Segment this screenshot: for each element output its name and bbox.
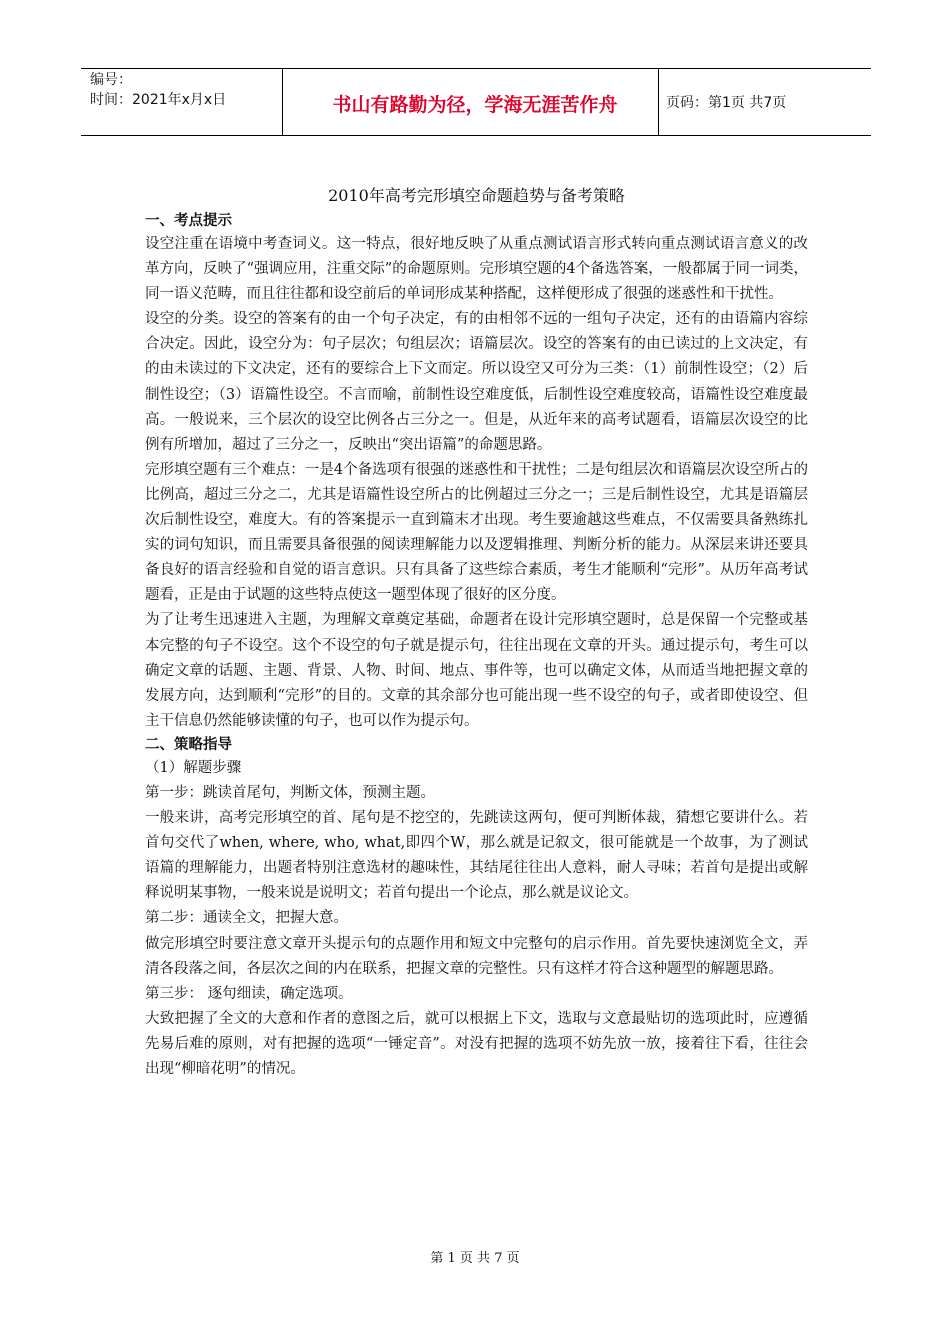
- header-motto: 书山有路勤为径，学海无涯苦作舟: [332, 94, 618, 116]
- paragraph: （1）解题步骤: [145, 759, 242, 776]
- paragraph: 完形填空题有三个难点：一是4个备选项有很强的迷惑性和干扰性；二是句组层次和语篇层次设空所占的比例高，超过三分之二，尤其是语篇性设空所占的比例超过三分之一；三是后制性设空，尤其是语篇层次后制性设空，难度大。有的答案提示一直到篇末才出现。考生要逾越这些难点，不仅需要具备熟练扎实的词句知识，而且需要具备很强的阅读理解能力以及逻辑推理、判断分析的能力。从深层来讲还要具备良好的语言经验和自觉的语言意识。只有具备了这些综合素质，考生才能顺利“完形”。从历年高考试题看，正是由于试题的这些特点使这一题型体现了很好的区分度。: [145, 461, 808, 604]
- paragraph: 设空注重在语境中考查词义。这一特点，很好地反映了从重点测试语言形式转向重点测试语言意义的改革方向，反映了“强调应用，注重交际”的命题原则。完形填空题的4个备选答案，一般都属于同一词类，同一语义范畴，而且往往都和设空前后的单词形成某种搭配，这样便形成了很强的迷惑性和干扰性。: [145, 236, 808, 303]
- paragraph: 第三步： 逐句细读，确定选项。: [145, 985, 353, 1002]
- header-divider-left: [282, 68, 283, 136]
- header-bottom-rule: [81, 135, 871, 136]
- page-header: [81, 68, 871, 136]
- header-divider-right: [658, 68, 659, 136]
- paragraph: 为了让考生迅速进入主题，为理解文章奠定基础，命题者在设计完形填空题时，总是保留一个完整或基本完整的句子不设空。这个不设空的句子就是提示句，往往出现在文章的开头。通过提示句，考生可以确定文章的话题、主题、背景、人物、时间、地点、事件等，也可以确定文体，从而适当地把握文章的发展方向，达到顺利“完形”的目的。文章的其余部分也可能出现一些不设空的句子，或者即使设空、但主干信息仍然能够读懂的句子，也可以作为提示句。: [145, 612, 808, 729]
- document-number-label: 编号：: [90, 72, 132, 88]
- header-top-rule: [81, 68, 871, 69]
- paragraph: 一般来讲，高考完形填空的首、尾句是不挖空的，先跳读这两句，便可判断体裁，猜想它要讲什么。若首句交代了when, where, who, what,即四个W，那么就是记叙文，很可能就是一个故事，为了测试语篇的理解能力，出题者特别注意选材的趣味性，其结尾往往出人意料，耐人寻味；若首句是提出或解释说明某事物，一般来说是说明文；若首句提出一个论点，那么就是议论文。: [145, 810, 808, 902]
- document-title: 2010年高考完形填空命题趋势与备考策略: [328, 186, 625, 205]
- header-page-info: 页码：第1页 共7页: [666, 95, 787, 111]
- document-date-label: 时间：2021年x月x日: [90, 92, 227, 108]
- paragraph: 设空的分类。设空的答案有的由一个句子决定，有的由相邻不远的一组句子决定，还有的由语篇内容综合决定。因此，设空分为：句子层次；句组层次；语篇层次。设空的答案有的由已读过的上文决定，有的由未读过的下文决定，还有的要综合上下文而定。所以设空又可分为三类：（1）前制性设空；（2）后制性设空；（3）语篇性设空。不言而喻，前制性设空难度低，后制性设空难度较高，语篇性设空难度最高。一般说来，三个层次的设空比例各占三分之一。但是，从近年来的高考试题看，语篇层次设空的比例有所增加，超过了三分之一，反映出“突出语篇”的命题思路。: [145, 311, 808, 453]
- paragraph: 大致把握了全文的大意和作者的意图之后，就可以根据上下文，选取与文意最贴切的选项此时，应遵循先易后难的原则，对有把握的选项“一锤定音”。对没有把握的选项不妨先放一放，接着往下看，往往会出现“柳暗花明”的情况。: [145, 1010, 808, 1077]
- paragraph: 第二步：通读全文，把握大意。: [145, 910, 348, 927]
- paragraph: 第一步：跳读首尾句，判断文体，预测主题。: [145, 784, 435, 801]
- document-body: [145, 184, 808, 1082]
- section-heading-strategy: 二、策略指导: [145, 736, 232, 753]
- paragraph: 做完形填空时要注意文章开头提示句的点题作用和短文中完整句的启示作用。首先要快速浏览全文，弄清各段落之间，各层次之间的内在联系，把握文章的完整性。只有这样才符合这种题型的解题思路。: [145, 935, 808, 977]
- section-heading-key-points: 一、考点提示: [145, 213, 232, 229]
- page-footer: 第 1 页 共 7 页: [430, 1251, 520, 1266]
